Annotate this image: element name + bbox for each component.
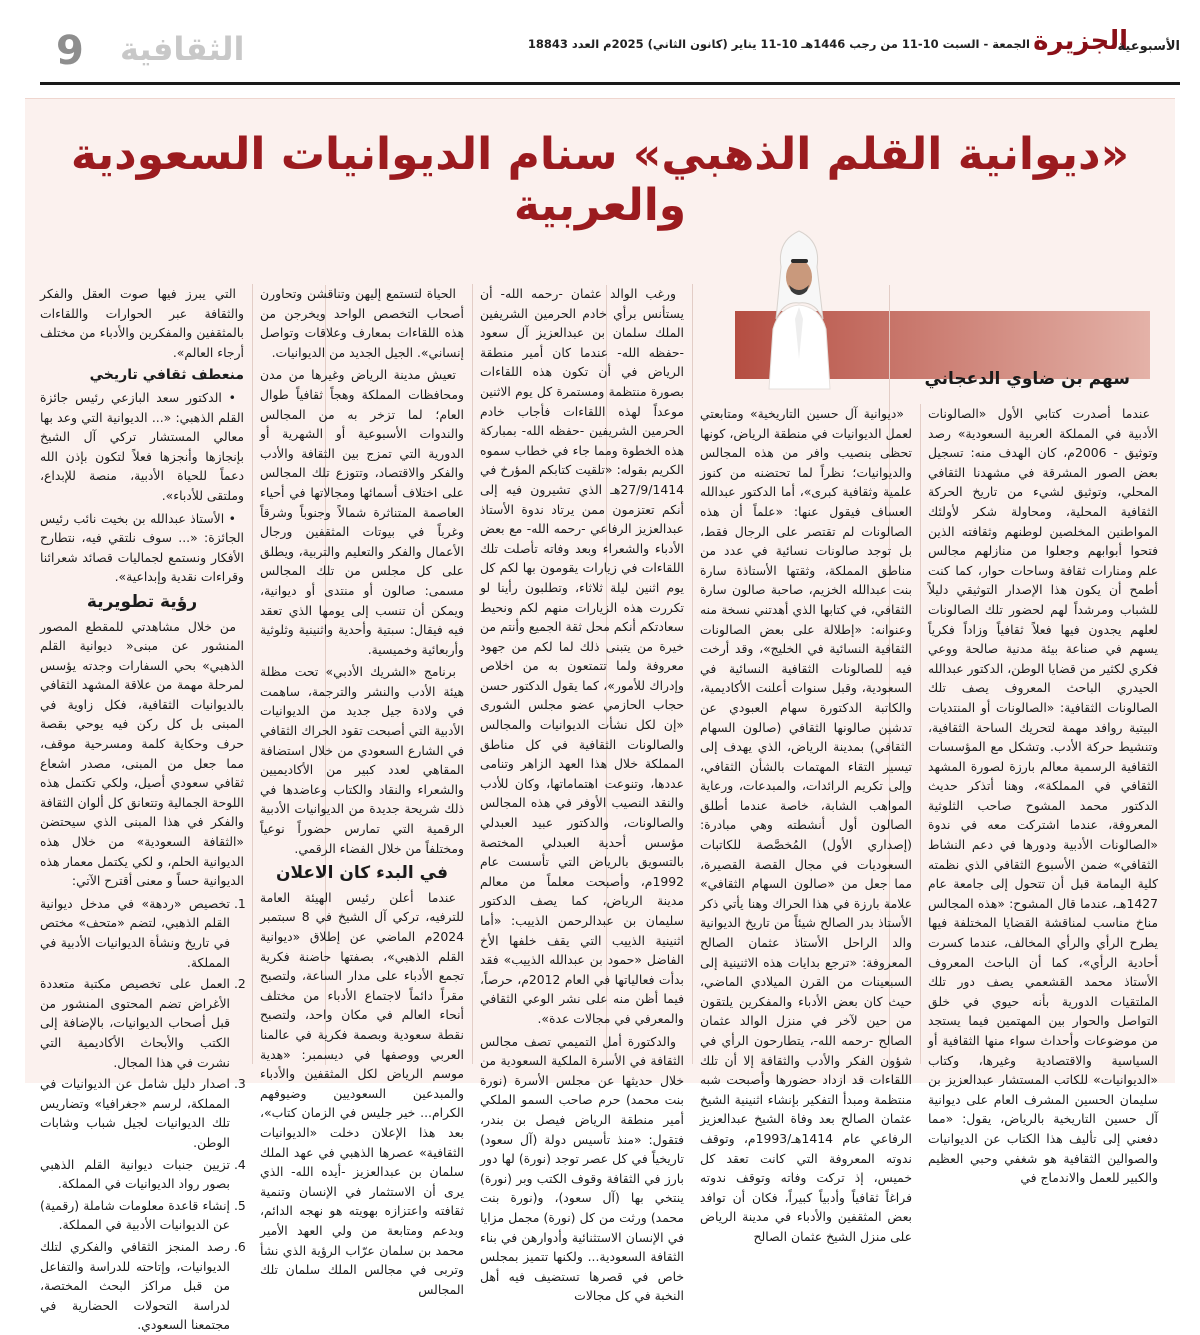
- divider: [472, 284, 473, 1064]
- column-three: [480, 284, 684, 1304]
- column-four: [260, 284, 464, 1297]
- headline: «ديوانية القلم الذهبي» سنام الديوانيات السعودية والعربية: [70, 129, 1130, 231]
- masthead: [40, 20, 1180, 80]
- list-item: 1. تخصيص «ردهة» في مدخل ديوانية القلم الذهبي، لتضم «متحف» مختص في تاريخ ونشأة الديوانيات الأدبية في المملكة.: [40, 894, 230, 972]
- column-two: [700, 404, 912, 1244]
- divider: [920, 404, 921, 1064]
- paragraph: من خلال مشاهدتي للمقطع المصور المنشور عن مبنى« ديوانية القلم الذهبي» بحي السفارات وجدته يؤسس لمرحلة مهمة من علاقة المشهد الثقافي بالديوانيات الثقافية، فكل زاوية في المبنى بل كل ركن فيه يوحي بقصة حرف وحكاية كلمة ومسرحية موقف، مما جعل من المبنى، مصدر اشعاع ثقافي سعودي أصيل، ولكي تكتمل هذه اللوحة الجمالية وتتعانق كل ألوان الثقافة والفكر في هذا المبنى الذي سيحتضن «الثقافة السعودية» من خلال هذه الديوانية الحلم، و لكي يكتمل معمار هذه الديوانية حساً و معنى أقترح الآتي:: [40, 618, 244, 889]
- paragraph: التي يبرز فيها صوت العقل والفكر والثقافة عبر الحوارات واللقاءات بالمثقفين والمفكرين والأدباء من مختلف أرجاء العالم».: [40, 286, 244, 360]
- divider: [252, 284, 253, 1064]
- proposal-list: [40, 894, 244, 1335]
- paragraph: الحياة لتستمع إليهن وتناقشن وتحاورن أصحاب التخصص الواحد ويخرجن من هذه اللقاءات بمعارف وعلاقات وتواصل إنساني». الجيل الجديد من الديوانيات.: [260, 286, 464, 360]
- issue-info: الجمعة - السبت 10-11 من رجب 1446هـ 10-11 يناير (كانون الثاني) 2025م العدد 18843: [527, 37, 1030, 51]
- logo-sub: الأسبوعية: [1117, 39, 1180, 54]
- paragraph: «ديوانية آل حسين التاريخية» ومتابعتي لعمل الديوانيات في منطقة الرياض، كونها تحظى بنصيب وافر من هذه المجالس والديوانيات؛ نظراً لما تحتضنه من كنوز علمية وثقافية كبرى»، أما الدكتور عبدالله العساف فيقول عنها: «علماً أن هذه الصالونات لم تقتصر على الرجال فقط، بل توجد صالونات نسائية في عدد من مناطق المملكة، وثقتها الأستاذة سارة بنت عبدالله الخزيم، صاحبة صالون سارة الثقافي، في كتابها الذي أهدتني نسخة منه وعنوانه: «إطلالة على بعض الصالونات الثقافية النسائية في الخليج»، وقد أرخت فيه للصالونات الثقافية النسائية في السعودية، وقبل سنوات أعلنت الأكاديمية، والكاتبة الدكتورة سهام العبودي عن تدشين صالونها الثقافي (صالون السهام الثقافي) بمدينة الرياض، الذي يهدف إلى تيسير التقاء المهتمات بالشأن الثقافي، وإلى تكريم الرائدات، والمبدعات، ورعاية المواهب الشابة، خاصة عندما أطلق الصالون أول أنشطته وهي مبادرة: (إصداري الأول) المُخصَّصة للكاتبات السعوديات في مجال القصة القصيرة، مما جعل من «صالون السهام الثقافي» علامة بارزة في هذا الحراك وهنا يأتي ذكر الأستاذ بدر الصالح شيئاً من تاريخ الديوانية والد الراحل الأستاذ عثمان الصالح المعروفة: «ترجع بدايات هذه الاثنينية إلى السبعينات من القرن الميلادي الماضي، حيث كان بعض الأدباء والمفكرين يلتقون من حين لآخر في منزل الوالد عثمان الصالح -رحمه الله-، يتطارحون الرأي في شؤون الفكر والأدب والثقافة إلا أن تلك اللقاءات قد ازداد حضورها وأصبحت شبه منتظمة ومبدأ التفكير بإنشاء اثنينية الشيخ عثمان الصالح بعد وفاة الشيخ عبدالعزيز الرفاعي عام 1414هـ/1993م، وتوقف ندوته المعروفة التي كانت تعقد كل خميس، إذ تركت وفاته وتوقف ندوته فراغاً ثقافياً وأدبياً كبيراً، فكان أن توافد بعض المثقفين والأدباء في مدينة الرياض على منزل الشيخ عثمان الصالح: [700, 406, 912, 1244]
- subheading: في البدء كان الاعلان: [275, 863, 449, 884]
- subheading: رؤية تطويرية: [86, 591, 198, 612]
- page-number: 9: [56, 28, 84, 74]
- list-item: 3. اصدار دليل شامل عن الديوانيات في المملكة، لرسم «جغرافيا» وتضاريس تلك الديوانيات لجيل شباب وشابات الوطن.: [40, 1074, 230, 1152]
- article-body: [40, 284, 1160, 1333]
- paragraph: تعيش مدينة الرياض وغيرها من مدن ومحافظات المملكة وهجاً ثقافياً طوال العام؛ لما تزخر به من المجالس والندوات الأسبوعية أو الشهرية أو الدورية التي تمزج بين الثقافة والأدب والفكر والاقتصاد، وتتوزع تلك المجالس على اختلاف أسمائها ومجالاتها في أحياء العاصمة المتناثرة شمالاً وجنوباً وشرقاً وغرباً في بيوتات المثقفين ورجال الأعمال والفكر والتعليم والتربية، ويطلق على كل مجلس من تلك المجالس مسمى: صالون أو منتدى أو ديوانية، ويمكن أن تنسب إلى يومها الذي تعقد فيه فيقال: سبتية وأحدية واثنينية وثلوثية وأربعائية وخميسية.: [260, 367, 464, 657]
- paragraph: عندما أعلن رئيس الهيئة العامة للترفيه، تركي آل الشيخ في 8 سبتمبر 2024م الماضي عن إطلاق «ديوانية القلم الذهبي»، بصفتها حاضنة فكرية تجمع الأدباء على مدار الساعة، ولتصبح مقراً دائماً لاجتماع الأدباء من مختلف أنحاء العالم في مكان واحد، ولتصبح نقطة سعودية وبصمة فكرية في عالمنا العربي ووصفها في ديسمبر: «هدية موسم الرياض لكل المثقفين والأدباء والمبدعين السعوديين وضيوفهم الكرام... خير جليس في الزمان كتاب»، بعد هذا الإعلان دخلت «الديوانيات الثقافية» عصرها الذهبي في عهد الملك سلمان بن عبدالعزيز -أيده الله- الذي يرى أن الاستثمار في الإنسان وتنمية ثقافته واعتزازه بهويته هو نهجه الدائم، وبدعم ومتابعة من ولي العهد الأمير محمد بن سلمان عرّاب الرؤية الذي نشأ وتربى في مجالس الملك سلمان تلك المجالس: [260, 889, 464, 1297]
- author-name: سهم بن ضاوي الدعجاني: [924, 369, 1130, 389]
- paragraph: والدكتورة أمل التميمي تصف مجالس الثقافة في الأسرة الملكية السعودية من خلال حديثها عن مجلس الأسرة (نورة بنت محمد) حرم صاحب السمو الملكي أمير منطقة الرياض فيصل بن بندر، فتقول: «منذ تأسيس دولة (آل سعود) تاريخياً في كل عصر توجد (نورة) لها دور بارز في الثقافة وقوف الكتب وبر (نورة) ينتخي بها (آل سعود)، و(نورة بنت محمد) ورثت من كل (نورة) مجمل مزايا في الإنسان الاستثنائية وأدوارهن في بناء الثقافة السعودية... ولكنها تتميز بمجلس خاص في قصرها تستضيف فيه أهل النخبة في كل مجالات: [480, 1033, 684, 1304]
- paragraph: • الأستاذ عبدالله بن بخيت نائب رئيس الجائزة: «... سوف نلتقي فيه، نتطارح الأفكار ونستمع لجماليات قصائد شعرائنا وقراءات نقدية وإبداعية».: [40, 510, 244, 585]
- list-item: 6. رصد المنجز الثقافي والفكري لتلك الديوانيات، وإتاحته للدراسة والتفاعل من قبل مراكز البحث المختصة، لدراسة التحولات الحضارية في مجتمعنا السعودي.: [40, 1237, 230, 1335]
- newspaper-logo: [1030, 26, 1180, 70]
- column-five: [40, 284, 244, 1333]
- masthead-rule: [40, 82, 1180, 85]
- paragraph: عندما أصدرت كتابي الأول «الصالونات الأدبية في المملكة العربية السعودية» رصد وتوثيق - 2006م، كان الهدف منه: تسجيل بعض الصور المشرقة في مشهدنا الثقافي المحلي، وتوثيق لشيء من تاريخ الحركة الثقافية المحلية، ومحاولة شكر لأولئك المواطنين المخلصين لوطنهم وثقافته الذين فتحوا أبوابهم وجعلوا من منازلهم مجالس علم ومنارات ثقافة وساحات حوار، كما كنت أطمح أن يكون هذا الإصدار التوثيقي دليلاً للشباب ومرشداً لهم لحضور تلك الصالونات لعلهم يجدون فيها فعلاً ثقافياً وزاداً فكرياً يسهم في صناعة بيئة مدنية صالحة ووعي فكري لكثير من قضايا الوطن، الدكتور عبدالله الحيدري الباحث المعروف يصف تلك الصالونات الثقافية: «الصالونات أو المنتديات البيتية روافد مهمة لتحريك الساحة الثقافية، وتنشيط حركة الأدب. وتشكل مع المؤسسات الثقافية الرسمية معالم بارزة لصورة المشهد الثقافي في المملكة»، وهنا أتذكر حديث الدكتور محمد المشوح صاحب الثلوثية المعروفة، عندما اشتركت معه في ندوة «الصالونات الأدبية ودورها في دعم النشاط الثقافي» ضمن الأسبوع الثقافي الذي نظمته كلية اليمامة قبل أن تتحول إلى جامعة عام 1427هـ، عندما قال المشوح: «هذه المجالس مناخ مناسب لمناقشة القضايا المختلفة فيها يطرح الرأي والرأي المخالف، عندما كسرت أحادية الرأي»، كما أن الباحث المعروف الأستاذ محمد القشعمي يصف دور تلك الملتقيات الدورية بأنه حيوي في خلق التواصل والحوار بين المهتمين فيما يستجد من موضوعات وأحداث سواء منها الثقافية أو السياسية والاقتصادية وغيرها، وكتاب «الديوانيات» للكاتب المستشار عبدالعزيز بن سليمان الحسين المشرف العام على ديوانية آل حسين التاريخية بالرياض، يقول: «مما دفعني إلى تأليف هذا الكتاب عن الديوانيات والصوالين الثقافية هو شغفي وحبي العظيم والكبير للعمل والاندماج في: [928, 406, 1159, 1186]
- subheading: منعطف ثقافي تاريخي: [89, 367, 244, 384]
- paragraph: • الدكتور سعد البازعي رئيس جائزة القلم الذهبي: «... الديوانية التي وعد بها معالي المستشار تركي آل الشيخ بإنجازها وأنجزها فعلاً لتكون بإذن الله دعماً للحياة الأدبية، منصة للإبداع، وملتقى للأدباء».: [40, 389, 244, 503]
- paragraph: برنامج «الشريك الأدبي» تحت مظلة هيئة الأدب والنشر والترجمة، ساهمت في ولادة جيل جديد من الديوانيات الأدبية التي أصبحت تقود الحراك الثقافي في الشارع السعودي من خلال استضافة المقاهي لعدد كبير من الأكاديميين والشعراء والنقاد والكتاب وعاضدها في ذلك شريحة جديدة من الديوانيات الأدبية الرقمية التي تمارس حضوراً نوعياً ومختلفاً من خلال الفضاء الرقمي.: [260, 664, 464, 856]
- list-item: 5. إنشاء قاعدة معلومات شاملة (رقمية) عن الديوانيات الأدبية في المملكة.: [40, 1196, 230, 1235]
- section-title: الثقافية: [120, 30, 245, 68]
- logo-main: الجزيرة: [1033, 26, 1128, 56]
- paragraph: ورغب الوالد عثمان -رحمه الله- أن يستأنس برأي خادم الحرمين الشريفين الملك سلمان بن عبدالعزيز آل سعود -حفظه الله- عندما كان أمير منطقة الرياض في أن تكون هذه اللقاءات بصورة منتظمة ومستمرة كل يوم الاثنين موعداً لهذه اللقاءات فأجاب خادم الحرمين الشريفين -حفظه الله- بمباركة هذه الخطوة ومما جاء في خطاب سموه الكريم بقوله: «تلقيت كتابكم المؤرخ في 27/9/1414هـ الذي تشيرون فيه إلى أنكم تعتزمون ممن يرتاد ندوة الأستاذ عبدالعزيز الرفاعي -رحمه الله- مع بعض الأدباء والشعراء وبعد وفاته تأصلت تلك اللقاءات في زيارات يقومون بها لكم كل يوم اثنين ليلة ثلاثاء، وتطلبون رأينا لو تكررت هذه الزيارات منهم لكم ونحيط سعادتكم أنكم محل ثقة الجميع وأنتم من خيرة من يتبنى ذلك لما لكم من جهود معروفة ولما تتمتعون به من اخلاص وإدراك للأمور»، كما يقول الدكتور حسن حجاب الحازمي عضو مجلس الشورى «إن لكل نشأت الديوانيات والمجالس والصالونات الثقافية في كل مناطق المملكة خلال هذا العهد الزاهر وتنامى عددها، وتنوعت اهتماماتها، وكان للأدب والنقد النصيب الأوفر في هذه المجالس والصالونات، والدكتور عبيد العبدلي مؤسس أحدية العبدلي المختصة بالتسويق بالرياض التي تأسست عام 1992م، وأصبحت معلماً من معالم مدينة الرياض، كما يصف الدكتور سليمان بن عبدالرحمن الذييب: «أما اثنينية الذييب التي يقف خلفها الأخ الفاضل «حمود بن عبدالله الذييب» فقد بدأت فعالياتها في العام 2012م، حرصاً، فيما أظن منه على نشر الوعي الثقافي والمعرفي في مجالات عدة».: [480, 286, 684, 1026]
- list-item: 2. العمل على تخصيص مكتبة متعددة الأغراض تضم المحتوى المنشور من قبل أصحاب الديوانيات، بالإضافة إلى الكتب والأبحاث الأكاديمية التي نشرت في هذا المجال.: [40, 974, 230, 1072]
- list-item: 4. تزيين جنبات ديوانية القلم الذهبي بصور رواد الديوانيات في المملكة.: [40, 1155, 230, 1194]
- divider: [692, 284, 693, 1064]
- column-one: [928, 404, 1159, 1186]
